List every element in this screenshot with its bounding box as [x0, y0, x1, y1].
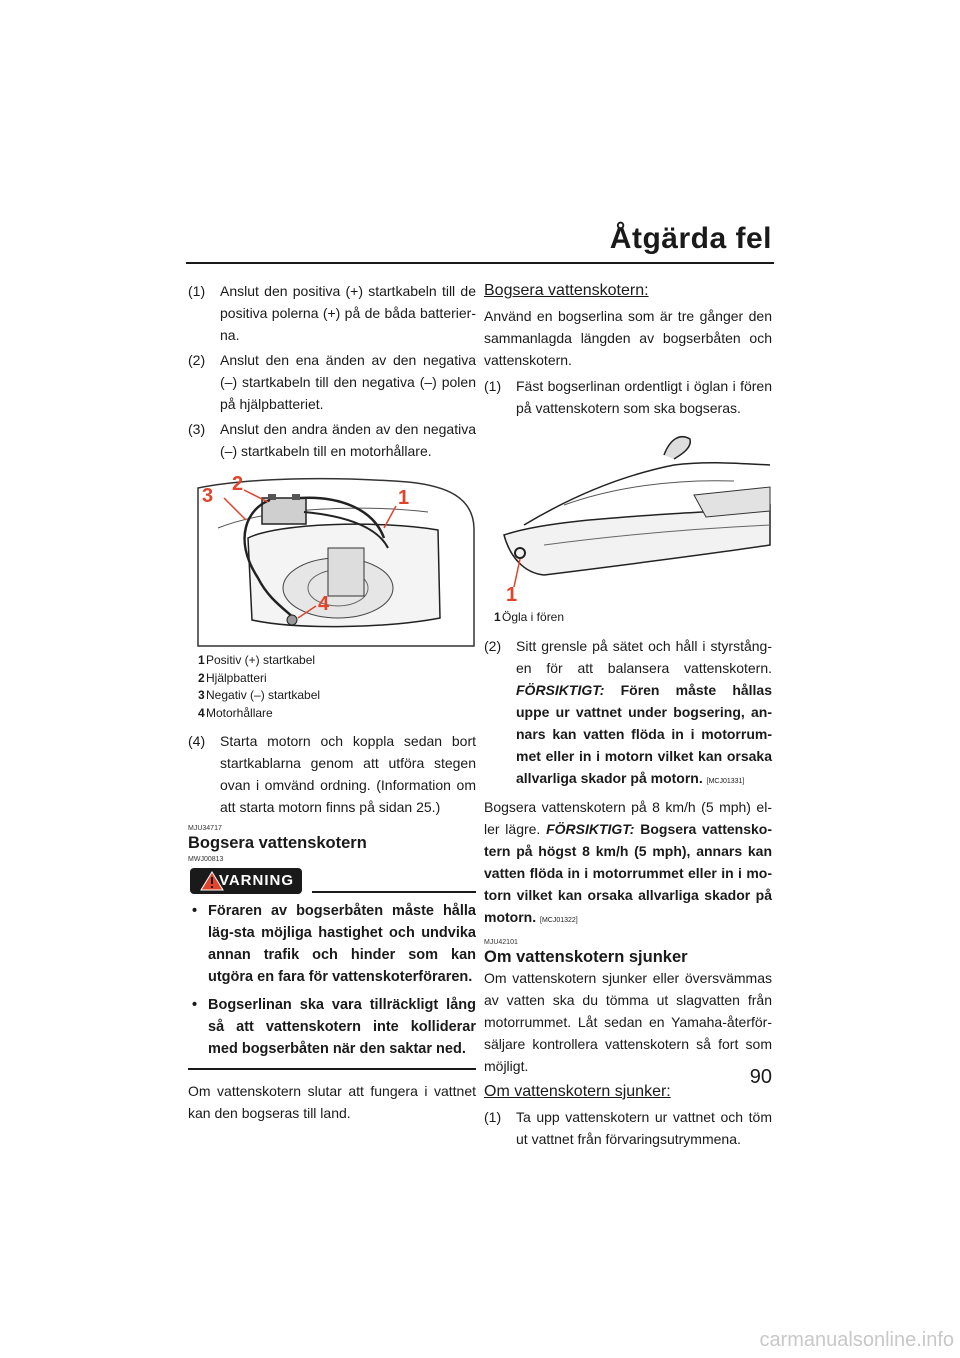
subheading-towing: Bogsera vattenskotern: [484, 282, 649, 299]
warning-label: VARNING [218, 872, 294, 889]
step-text: Anslut den andra änden av den negativa (–) startkabeln till en motorhållare. [220, 421, 476, 459]
page-title: Åtgärda fel [609, 222, 772, 255]
callout-1: 1 [398, 487, 410, 509]
section-code: MJU42101 [484, 938, 518, 946]
bow-eye-figure [484, 425, 772, 605]
warning-bullet: • Föraren av bogserbåten måste hålla läg-sta möjliga hastighet och undvika annan trafik och hinder som kan utgöra en fara för vattenskoterföraren. [192, 903, 476, 985]
towing-intro: Använd en bogserlina som är tre gånger den sammanlagda längden av bogserbåten och vattenskotern. [484, 308, 772, 368]
step-item: (4) Starta motorn och koppla sedan bort startkablarna genom att utföra stegen ovan i omvänd ordning. (Information om att starta motorn finns på sidan 25.) [188, 733, 476, 815]
caution-code: [MCJ01322] [540, 916, 578, 924]
closing-paragraph: Om vattenskotern slutar att fungera i vattnet kan den bogseras till land. [188, 1083, 476, 1121]
legend-row: 1 Positiv (+) startkabel [198, 653, 316, 667]
callout-1: 1 [506, 584, 518, 605]
page-number: 90 [749, 1066, 772, 1088]
watercraft-bow-illustration [484, 425, 772, 605]
section-code: MJU34717 [188, 825, 222, 832]
step-item: (1) Fäst bogserlinan ordentligt i öglan i fören på vattenskotern som ska bogseras. [484, 378, 772, 416]
caution-code: [MCJ01331] [706, 777, 745, 785]
step-item: (2) Sitt grensle på sätet och håll i styrstång-en för att balansera vattenskotern. FÖRSIKTIGT: Fören måste hållas uppe ur vattnet under bogsering, an-nars kan vatten flöda in i motorrum-met eller in i motorn vilket kan orsaka allvarliga skador på motorn. [MCJ01331] [484, 637, 773, 786]
step-item: (1) Anslut den positiva (+) startkabeln till de positiva polerna (+) på de båda batterier-na. [188, 283, 476, 343]
left-column [188, 280, 476, 1128]
step-text: Anslut den ena änden av den negativa (–) startkabeln till den negativa (–) polen på hjälpbatteriet. [220, 352, 476, 412]
warning-rule [312, 891, 476, 893]
caution-label: FÖRSIKTIGT: [516, 681, 605, 698]
subheading-sinking: Om vattenskotern sjunker: [484, 1082, 671, 1100]
step-item: (2) Anslut den ena änden av den negativa (–) startkabeln till den negativa (–) polen på hjälpbatteriet. [188, 352, 476, 412]
jump-start-illustration [188, 468, 476, 648]
caution-text: Bogsera vattensko-tern på högst 8 km/h (5 mph), annars kan vatten flöda in i motorrummet eller in i mo-torn vilket kan orsaka allvarliga skador på motorn. [484, 820, 773, 925]
legend-row: 3 Negativ (–) startkabel [198, 688, 321, 702]
callout-4: 4 [318, 593, 330, 615]
caution-text: Fören måste hållas uppe ur vattnet under bogsering, an-nars kan vatten flöda in i motorrum-met eller in i motorn vilket kan orsaka allvarliga skador på motorn. [516, 681, 773, 786]
step-text: Anslut den positiva (+) startkabeln till de positiva polerna (+) på de båda batterier-na. [220, 283, 476, 343]
legend-row: 2 Hjälpbatteri [198, 670, 267, 685]
caution-label: FÖRSIKTIGT: [546, 820, 635, 837]
warning-box [188, 868, 476, 1070]
battery-jump-figure [188, 468, 476, 648]
section-heading: Om vattenskotern sjunker [484, 947, 688, 966]
warning-code: MWJ00813 [188, 856, 224, 863]
figure-legend [188, 652, 476, 722]
warning-triangle-icon [200, 871, 224, 891]
callout-2: 2 [232, 473, 244, 495]
step-item: (1) Ta upp vattenskotern ur vattnet och töm ut vattnet från förvaringsutrymmena. [484, 1108, 772, 1147]
warning-badge [190, 868, 302, 894]
legend-row: 4 Motorhållare [198, 705, 273, 720]
right-column [484, 280, 772, 1153]
speed-paragraph: Bogsera vattenskotern på 8 km/h (5 mph) el-ler lägre. FÖRSIKTIGT: Bogsera vattensko-tern på högst 8 km/h (5 mph), annars kan vatten flöda in i motorrummet eller in i mo-torn vilket kan orsaka allvarliga skador på motorn. [MCJ01322] [484, 798, 773, 925]
step-item: (3) Anslut den andra änden av den negativa (–) startkabeln till en motorhållare. [188, 421, 476, 459]
step-text: Starta motorn och koppla sedan bort startkablarna genom att utföra stegen ovan i omvänd ordning. (Information om att starta motorn finns på sidan 25.) [220, 733, 476, 815]
watermark: carmanualsonline.info [759, 1329, 954, 1351]
legend-row: 1 Ögla i fören [494, 610, 565, 624]
header-rule [186, 262, 774, 264]
sinking-intro: Om vattenskotern sjunker eller översvämmas av vatten ska du tömma ut slagvatten från motorrummet. Låt sedan en Yamaha-återför-säljare kontrollera vattenskotern så fort som möjligt. [484, 969, 772, 1074]
figure-legend [484, 609, 772, 627]
callout-3: 3 [202, 485, 214, 507]
section-heading: Bogsera vattenskotern [188, 834, 367, 852]
warning-bullet: • Bogserlinan ska vara tillräckligt lång så att vattenskotern inte kolliderar med bogserbåten när den saktar ned. [192, 997, 476, 1057]
